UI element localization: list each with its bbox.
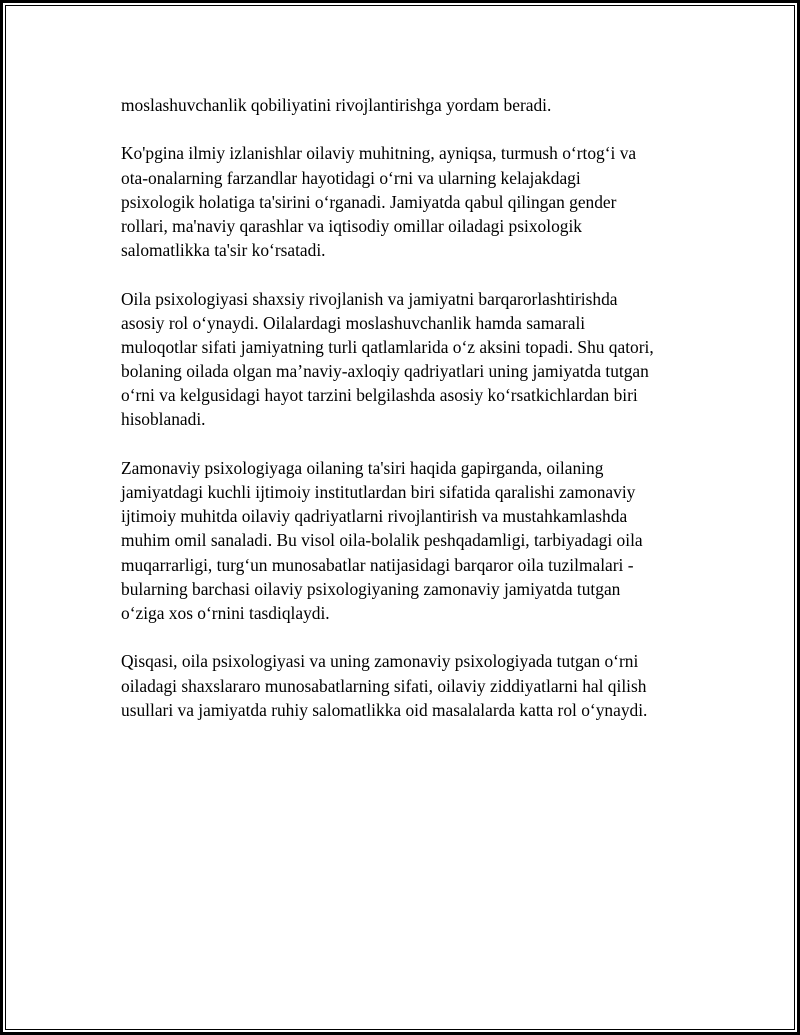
text-line: Ko'pgina ilmiy izlanishlar oilaviy muhitning, ayniqsa, turmush o‘rtog‘i va [121,143,637,164]
text-line: rollari, ma'naviy qarashlar va iqtisodiy omillar oiladagi psixologik [121,215,582,236]
paragraph-2 [121,141,696,262]
text-line: bularning barchasi oilaviy psixologiyaning zamonaviy jamiyatda tutgan [121,578,621,599]
text-line: jamiyatdagi kuchli ijtimoiy institutlardan biri sifatida qaralishi zamonaviy [121,482,636,502]
text-line: salomatlikka ta'sir ko‘rsatadi. [121,240,326,261]
document-body [121,93,696,746]
text-line: muqarrarligi, turg‘un munosabatlar natijasidagi barqaror oila tuzilmalari - [121,554,634,575]
text-line: hisoblanadi. [121,409,206,430]
text-line: Qisqasi, oila psixologiyasi va uning zamonaviy psixologiyada tutgan o‘rni [121,651,639,672]
text-line: psixologik holatiga ta'sirini o‘rganadi. Jamiyatda qabul qilingan gender [121,191,617,212]
paragraph-1 [121,93,696,117]
text-line: asosiy rol o‘ynaydi. Oilalardagi moslashuvchanlik hamda samarali [121,312,586,333]
text-line: o‘ziga xos o‘rnini tasdiqlaydi. [121,602,330,623]
text-line: ota-onalarning farzandlar hayotidagi o‘rni va ularning kelajakdagi [121,167,581,188]
paragraph-4 [121,456,696,625]
paragraph-5 [121,649,696,722]
text-line: oiladagi shaxslararo munosabatlarning sifati, oilaviy ziddiyatlarni hal qilish [121,675,647,696]
text-line: o‘rni va kelgusidagi hayot tarzini belgilashda asosiy ko‘rsatkichlardan biri [121,385,638,406]
text-line: bolaning oilada olgan ma’naviy-axloqiy qadriyatlari uning jamiyatda tutgan [121,361,649,382]
text-line: moslashuvchanlik qobiliyatini rivojlantirishga yordam beradi. [121,95,552,115]
text-line: ijtimoiy muhitda oilaviy qadriyatlarni rivojlantirish va mustahkamlashda [121,506,628,527]
text-line: muhim omil sanaladi. Bu visol oila-bolalik peshqadamligi, tarbiyadagi oila [121,530,643,551]
text-line: Zamonaviy psixologiyaga oilaning ta'siri haqida gapirganda, oilaning [121,457,604,478]
paragraph-3 [121,287,696,432]
text-line: Oila psixologiyasi shaxsiy rivojlanish va jamiyatni barqarorlashtirishda [121,288,618,309]
text-line: muloqotlar sifati jamiyatning turli qatlamlarida o‘z aksini topadi. Shu qatori, [121,336,654,357]
text-line: usullari va jamiyatda ruhiy salomatlikka oid masalalarda katta rol o‘ynaydi. [121,699,648,720]
